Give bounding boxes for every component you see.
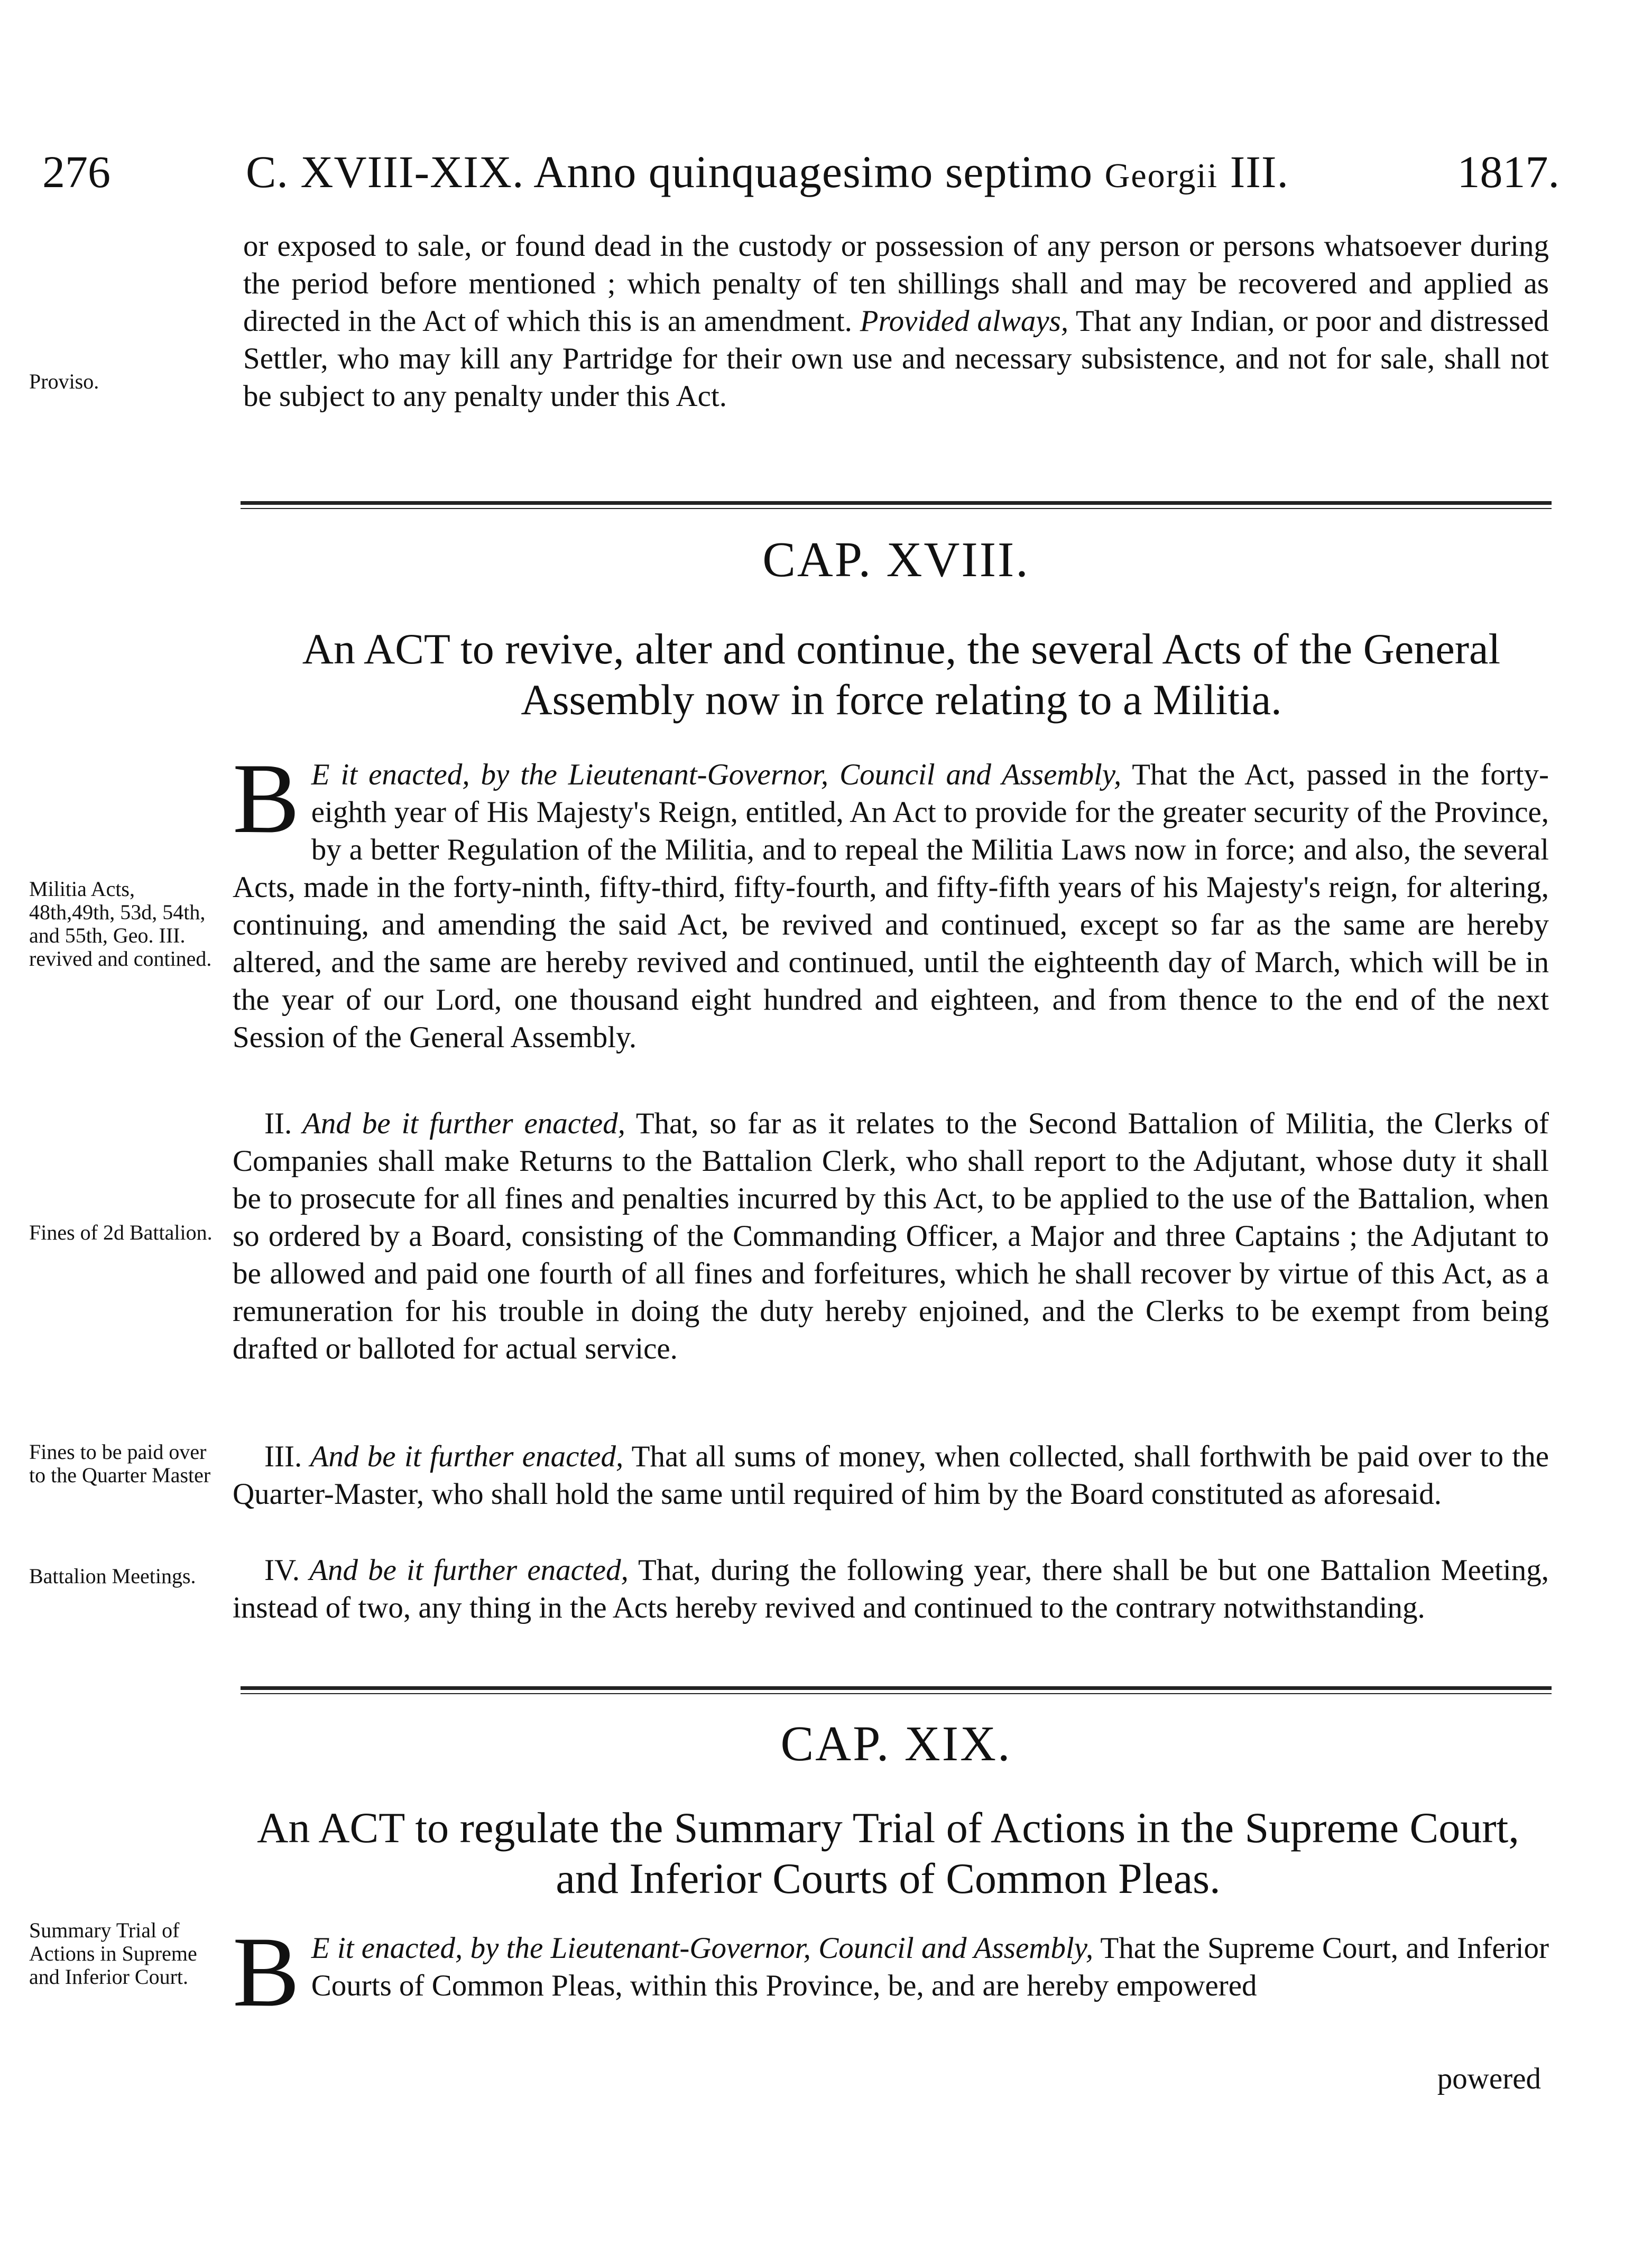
cap-19-title: An ACT to regulate the Summary Trial of Actions in the Supreme Court, and Inferior Courts of Common Pleas. [257,1804,1519,1902]
cap-18-heading: CAP. XVIII. [762,532,1030,587]
margin-note-fines-2d-battalion: Fines of 2d Battalion. [29,1221,213,1244]
drop-cap: B [233,743,300,854]
cap-19-enacting-clause: B E it enacted, by the Lieutenant-Governor, Council and Assembly, That the Supreme Court, and Inferior Courts of Common Pleas, within this Province, be, and are hereby empowered [233,1917,1549,2028]
page-number: 276 [42,146,110,197]
margin-note-proviso: Proviso. [29,369,99,393]
cap-18-title: An ACT to revive, alter and continue, the several Acts of the General Assembly now in force relating to a Militia. [302,625,1501,724]
cap-18-section-2: II. And be it further enacted, That, so far as it relates to the Second Battalion of Militia, the Clerks of Companies shall make Returns to the Battalion Clerk, who shall report to the Adjutant, whose duty it shall be to prosecute for all fines and penalties incurred by this Act, to be applied to the use of the Battalion, when so ordered by a Board, consisting of the Commanding Officer, a Major and three Captains ; the Adjutant to be allowed and paid one fourth of all fines and forfeitures, which he shall recover by virtue of this Act, as a remuneration for his trouble in doing the duty hereby enjoined, and the Clerks to be exempt from being drafted or balloted for actual service. [233,1107,1549,1365]
continued-paragraph: or exposed to sale, or found dead in the custody or possession of any person or persons whatsoever during the period before mentioned ; which penalty of ten shillings shall and may be recovered and applied as directed in the Act of which this is an amendment. Provided always, That any Indian, or poor and distressed Settler, who may kill any Partridge for their own use and necessary subsistence, and not for sale, shall not be subject to any penalty under this Act. [243,229,1549,413]
cap-19-heading: CAP. XIX. [780,1716,1012,1771]
margin-note-battalion-meetings: Battalion Meetings. [29,1564,196,1588]
running-header [42,145,1570,214]
proviso-lead: Provided always, [860,304,1069,338]
margin-note-fines-paid: Fines to be paid over to the Quarter Master [29,1440,211,1487]
catchword: powered [1437,2062,1541,2095]
margin-note-summary-trial: Summary Trial of Actions in Supreme and Inferior Court. [29,1918,197,1989]
cap-18-section-4: IV. And be it further enacted, That, during the following year, there shall be but one Battalion Meeting, instead of two, any thing in the Acts hereby revived and continued to the contrary notwithstanding. [233,1554,1549,1624]
running-head-smallcaps: Georgii [1104,156,1219,195]
cap-18-section-3: III. And be it further enacted, That all sums of money, when collected, shall forthwith be paid over to the Quarter-Master, who shall hold the same until required of him by the Board constituted as aforesaid. [233,1440,1549,1511]
cap-18-enacting-clause: B E it enacted, by the Lieutenant-Governor, Council and Assembly, That the Act, passed in the forty-eighth year of His Majesty's Reign, entitled, An Act to provide for the greater security of the Province, by a better Regulation of the Militia, and to repeal the Militia Laws now in force; and also, the several Acts, made in the forty-ninth, fifty-third, fifty-fourth, and fifty-fifth years of his Majesty's reign, for altering, continuing, and amending the said Act, be revived and continued, except so far as the same are hereby altered, and the same are hereby revived and continued, until the eighteenth day of March, which will be in the year of our Lord, one thousand eight hundred and eighteen, and from thence to the end of the next Session of the General Assembly. [233,743,1549,1054]
section-rule [241,501,1552,509]
running-year: 1817. [1457,146,1559,197]
margin-note-militia-acts: Militia Acts, 48th,49th, 53d, 54th, and 55th, Geo. III. revived and contined. [29,877,212,971]
section-rule [241,1686,1552,1694]
drop-cap: B [233,1917,300,2028]
running-head: C. XVIII-XIX. Anno quinquagesimo septimo Georgii III. [246,146,1289,197]
